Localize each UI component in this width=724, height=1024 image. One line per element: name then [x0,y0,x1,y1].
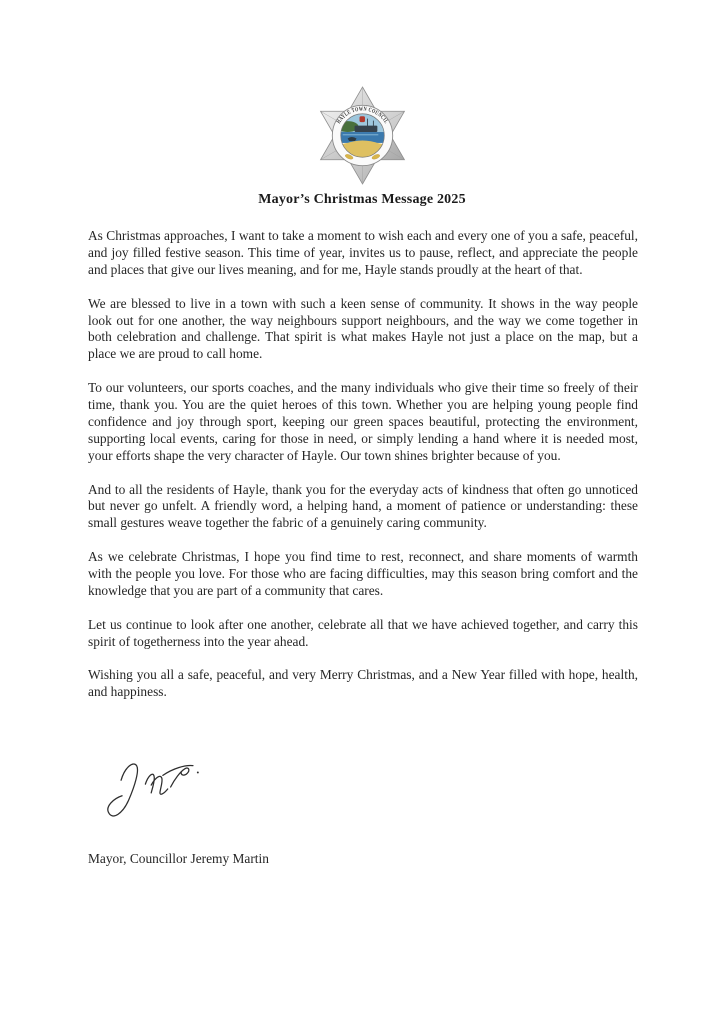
council-crest [313,86,412,185]
paragraph-1: As Christmas approaches, I want to take a moment to wish each and every one of you a safe, peaceful, and joy filled festive season. This time of year, invites us to pause, reflect, and appreciate the people and places that give our lives meaning, and for me, Hayle stands proudly at the heart of that. [88,228,638,277]
signature-name: Mayor, Councillor Jeremy Martin [88,851,269,866]
paragraph-7: Wishing you all a safe, peaceful, and very Merry Christmas, and a New Year filled with hope, health, and happiness. [88,667,638,700]
mayor-signature [93,754,223,822]
crest-badge-graphic [313,86,412,185]
paragraph-3: To our volunteers, our sports coaches, and the many individuals who give their time so freely of their time, thank you. You are the quiet heroes of this town. Whether you are helping young people find confidence and joy through sport, keeping our green spaces beautiful, protecting the environment, supporting local events, caring for those in need, or simply lending a hand where it is needed most, your efforts shape the very character of Hayle. Our town shines brighter because of you. [88,380,638,463]
signature-graphic [93,754,223,822]
letter-body [88,228,638,718]
letter-title: Mayor’s Christmas Message 2025 [258,192,466,207]
paragraph-2: We are blessed to live in a town with such a keen sense of community. It shows in the way people look out for one another, the way neighbours support neighbours, and the way we come together in both celebration and challenge. That spirit is what makes Hayle not just a place on the map, but a place we are proud to call home. [88,295,638,362]
paragraph-4: And to all the residents of Hayle, thank you for the everyday acts of kindness that often go unnoticed but never go unfelt. A friendly word, a helping hand, a moment of patience or understanding: these small gestures weave together the fabric of a genuinely caring community. [88,481,638,531]
paragraph-5: As we celebrate Christmas, I hope you find time to rest, reconnect, and share moments of warmth with the people you love. For those who are facing difficulties, may this season bring comfort and the knowledge that you are part of a community that cares. [88,549,638,598]
paragraph-6: Let us continue to look after one another, celebrate all that we have achieved together, and carry this spirit of togetherness into the year ahead. [88,616,638,649]
crest-ring-text: HAYLE TOWN COUNCIL [336,106,390,126]
